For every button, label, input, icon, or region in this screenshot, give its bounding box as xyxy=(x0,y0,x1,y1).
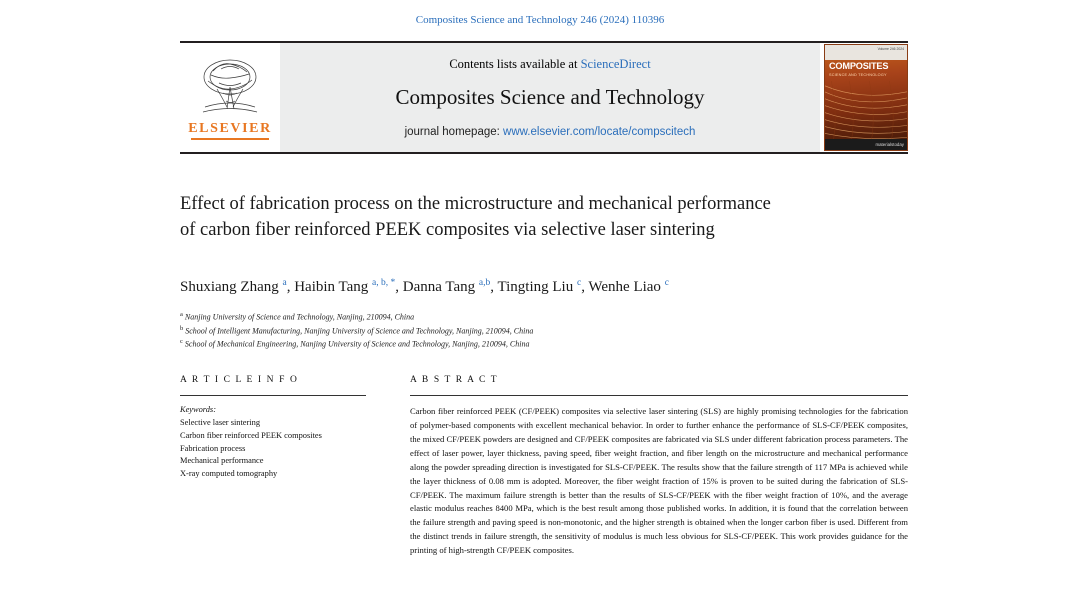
article-info-heading: A R T I C L E I N F O xyxy=(180,375,299,385)
keyword-item: Selective laser sintering xyxy=(180,418,261,427)
cover-title: COMPOSITES xyxy=(829,61,889,71)
homepage-prefix: journal homepage: xyxy=(404,126,500,138)
journal-homepage-link[interactable]: www.elsevier.com/locate/compscitech xyxy=(503,126,696,138)
abstract-rule xyxy=(410,395,908,396)
keywords-list xyxy=(180,417,366,481)
running-head: Composites Science and Technology 246 (2024) 110396 xyxy=(415,14,665,26)
keyword-item: Carbon fiber reinforced PEEK composites xyxy=(180,430,322,440)
journal-title: Composites Science and Technology xyxy=(395,85,705,109)
elsevier-rule xyxy=(191,138,269,140)
affiliation-item: $^a$ Nanjing University of Science and Technology, Nanjing, 210094, China xyxy=(180,311,415,322)
affiliation-item: $^c$ School of Mechanical Engineering, Nanjing University of Science and Technology, Nanjing, 210094, China xyxy=(180,338,530,349)
affiliation-item: $^b$ School of Intelligent Manufacturing, Nanjing University of Science and Technology, Nanjing, 210094, China xyxy=(180,324,534,336)
contents-line xyxy=(449,57,650,72)
cover-subtitle: SCIENCE AND TECHNOLOGY xyxy=(829,73,887,77)
keyword-item: X-ray computed tomography xyxy=(180,469,278,479)
journal-cover-block xyxy=(820,43,908,152)
homepage-line xyxy=(405,126,696,138)
cover-volume-text: Volume 246 2024 xyxy=(877,47,904,51)
sciencedirect-link[interactable]: ScienceDirect xyxy=(580,57,651,71)
elsevier-logo xyxy=(180,43,280,152)
keyword-item: Mechanical performance xyxy=(180,456,264,466)
abstract-text: Carbon fiber reinforced PEEK (CF/PEEK) composites via selective laser sintering (SLS) are highly promising technologies for the fabrication of polymer-based components with excellent mechanical behavior. In order to further enhance the performance of SLS-CF/PEEK composites, the mixed CF/PEEK powders are designed and CF/PEEK composites are fabricated via SLS under different fabrication process parameters. The effect of laser power, layer thickness, paving speed, fiber weight fraction, and fiber length on the microstructure and mechanical performance along the powder spreading direction is investigated for SLS-CF/PEEK. The results show that the failure strength of 117 MPa is achieved while the layer thickness of 0.08 mm is adopted. Moreover, the fiber weight fraction of 15% is proven to be suited during the fabrication of SLS-CF/PEEK. The maximum failure strength is better than the results of SLS-CF/PEEK with the fiber weight fraction of 10%, and the average elastic modulus reaches 8400 MPa, which is the best result among those published works. In addition, it is found that the correlation between the failure strength and paving speed is non-monotonic, and the higher strength is obtained when the longer carbon fiber is used. Different from the distinct trends in failure strength, the sensitivity of modulus is much less obvious for SLS-CF/PEEK. This work provides guidance for the printing of high-strength CF/PEEK composites. xyxy=(410,406,908,556)
affiliation-list xyxy=(180,310,880,351)
contents-prefix: Contents lists available at xyxy=(449,57,578,71)
page-title: Effect of fabrication process on the microstructure and mechanical performance of carbon fiber reinforced PEEK composites via selective laser sintering xyxy=(180,194,771,240)
cover-fiber-artwork xyxy=(825,81,907,138)
keywords-label: Keywords: xyxy=(180,405,216,414)
keyword-item: Fabrication process xyxy=(180,443,246,453)
journal-cover-image xyxy=(824,44,908,151)
abstract-column xyxy=(410,375,908,558)
elsevier-tree-icon xyxy=(193,57,267,119)
article-info-rule xyxy=(180,395,366,396)
cover-top-band xyxy=(825,45,907,60)
elsevier-wordmark: ELSEVIER xyxy=(188,121,272,136)
author-list: Shuxiang Zhang $^a$, Haibin Tang $^{a, b, *}$, Danna Tang $^{a,b}$, Tingting Liu $^c$, Wenhe Liao $^c$ xyxy=(180,278,669,295)
cover-bottom-band: materialstoday xyxy=(825,139,907,150)
journal-center xyxy=(280,43,820,152)
journal-masthead xyxy=(180,41,908,154)
article-info-column xyxy=(180,375,366,481)
abstract-heading: A B S T R A C T xyxy=(410,375,499,385)
